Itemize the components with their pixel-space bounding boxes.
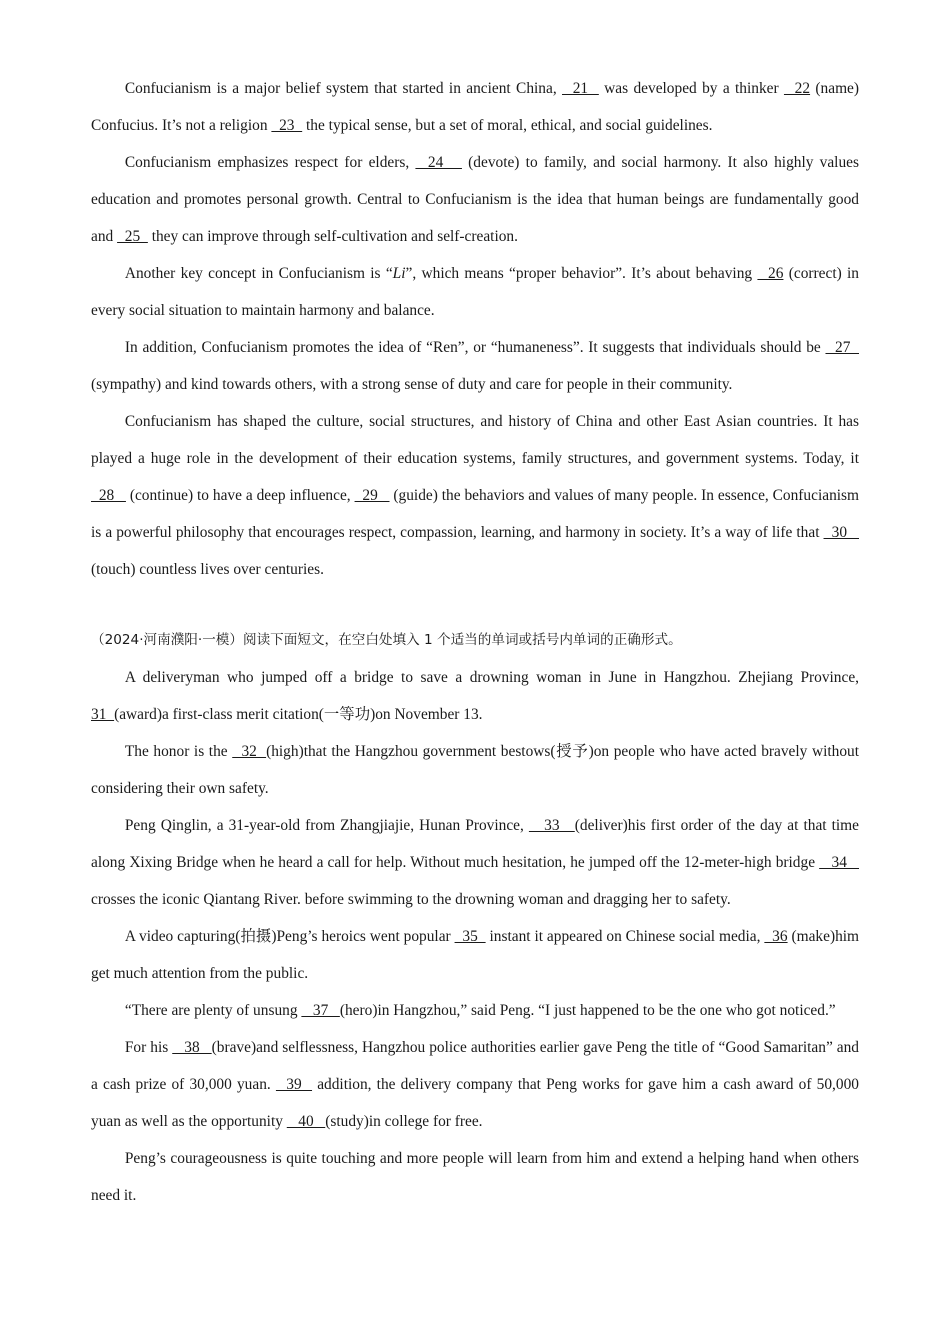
passage1-paragraph-4 xyxy=(91,329,859,403)
passage2-paragraph-3 xyxy=(91,807,859,918)
text: (deliver)his first order of the day at that time along Xixing Bridge when he heard a call for help. Without much hesitation, he jumped off the 12-meter-high bridge xyxy=(91,817,859,871)
text: (continue) to have a deep influence, xyxy=(125,487,355,504)
blank-30: 30 xyxy=(823,524,859,541)
text: (high)that the Hangzhou government bestows(授予)on people who have acted bravely without considering their own safety. xyxy=(91,743,859,797)
text: The honor is the xyxy=(124,743,233,760)
blank-39: 39 xyxy=(275,1076,313,1093)
text: crosses the iconic Qiantang River. before swimming to the drowning woman and dragging her to safety. xyxy=(91,891,731,908)
text: (award)a first-class merit citation(一等功)on November 13. xyxy=(114,706,483,723)
blank-40: 40 xyxy=(286,1113,326,1130)
blank-38: 38 xyxy=(172,1039,212,1056)
text: ”, which means “proper behavior”. It’s about behaving xyxy=(405,265,758,282)
text: (sympathy) and kind towards others, with a strong sense of duty and care for people in their community. xyxy=(91,376,733,393)
text: (devote) to family, and social harmony. It also highly values education and promotes personal growth. Central to Confucianism is the idea that human beings are fundamentally good and xyxy=(91,154,859,245)
text: instant it appeared on Chinese social media, xyxy=(485,928,765,945)
section-heading: （2024·河南濮阳·一模）阅读下面短文，在空白处填入 1 个适当的单词或括号内单词的正确形式。 xyxy=(91,632,682,648)
blank-27: 27 xyxy=(825,339,859,356)
blank-33: 33 xyxy=(528,817,575,834)
text: (brave)and selflessness, Hangzhou police authorities earlier gave Peng the title of “Good Samaritan” and a cash prize of 30,000 yuan. xyxy=(91,1039,860,1093)
blank-37: 37 xyxy=(301,1002,340,1019)
text: was developed by a thinker xyxy=(598,80,784,97)
text: (study)in college for free. xyxy=(325,1113,483,1130)
passage2-paragraph-7 xyxy=(91,1140,859,1214)
passage2-paragraph-4 xyxy=(91,918,859,992)
text: (guide) the behaviors and values of many people. In essence, Confucianism is a powerful philosophy that encourages respect, compassion, learning, and harmony in society. It’s a way of life that xyxy=(91,487,859,541)
text: A deliveryman who jumped off a bridge to save a drowning woman in June in Hangzhou. Zhejiang Province, xyxy=(124,669,859,686)
text: In addition, Confucianism promotes the idea of “Ren”, or “humaneness”. It suggests that individuals should be xyxy=(124,339,826,356)
blank-34: 34 xyxy=(819,854,859,871)
blank-26: 26 xyxy=(757,265,784,282)
blank-35: 35 xyxy=(454,928,486,945)
blank-28: 28 xyxy=(91,487,126,504)
text: Confucianism emphasizes respect for elders, xyxy=(124,154,416,171)
text: “There are plenty of unsung xyxy=(124,1002,302,1019)
blank-29: 29 xyxy=(354,487,390,504)
text: (name) Confucius. It’s not a religion xyxy=(91,80,859,134)
blank-24: 24 xyxy=(415,154,462,171)
text: addition, the delivery company that Peng works for gave him a cash award of 50,000 yuan as well as the opportunity xyxy=(91,1076,859,1130)
passage2-paragraph-2 xyxy=(91,733,859,807)
text: Peng’s courageousness is quite touching and more people will learn from him and extend a helping hand when others need it. xyxy=(91,1150,859,1204)
text: (make)him get much attention from the public. xyxy=(91,928,860,982)
blank-32: 32 xyxy=(232,743,267,760)
text: Another key concept in Confucianism is “ xyxy=(124,265,393,282)
text: Confucianism is a major belief system that started in ancient China, xyxy=(124,80,563,97)
passage1-paragraph-3 xyxy=(91,255,859,329)
blank-25: 25 xyxy=(117,228,148,245)
passage1-paragraph-2 xyxy=(91,144,859,255)
passage1-paragraph-5 xyxy=(91,403,859,588)
blank-22: 22 xyxy=(783,80,811,97)
passage1-paragraph-1 xyxy=(91,70,859,144)
document-page xyxy=(91,70,859,1214)
passage2-paragraph-6 xyxy=(91,1029,859,1140)
text: A video capturing(拍摄)Peng’s heroics went popular xyxy=(124,928,455,945)
text: For his xyxy=(124,1039,173,1056)
text: (hero)in Hangzhou,” said Peng. “I just happened to be the one who got noticed.” xyxy=(339,1002,836,1019)
passage2-paragraph-5 xyxy=(91,992,859,1029)
blank-21: 21 xyxy=(562,80,599,97)
text: the typical sense, but a set of moral, ethical, and social guidelines. xyxy=(302,117,713,134)
text: (touch) countless lives over centuries. xyxy=(91,561,324,578)
text: they can improve through self-cultivation and self-creation. xyxy=(147,228,518,245)
blank-23: 23 xyxy=(271,117,303,134)
blank-31: 31 xyxy=(91,706,115,723)
text: Confucianism has shaped the culture, social structures, and history of China and other East Asian countries. It has played a huge role in the development of their education systems, family structures, and government systems. Today, it xyxy=(91,413,859,467)
term-li: Li xyxy=(392,265,406,282)
blank-36: 36 xyxy=(764,928,788,945)
text: Peng Qinglin, a 31-year-old from Zhangjiajie, Hunan Province, xyxy=(124,817,529,834)
text: (correct) in every social situation to maintain harmony and balance. xyxy=(91,265,859,319)
passage2-paragraph-1 xyxy=(91,659,859,733)
